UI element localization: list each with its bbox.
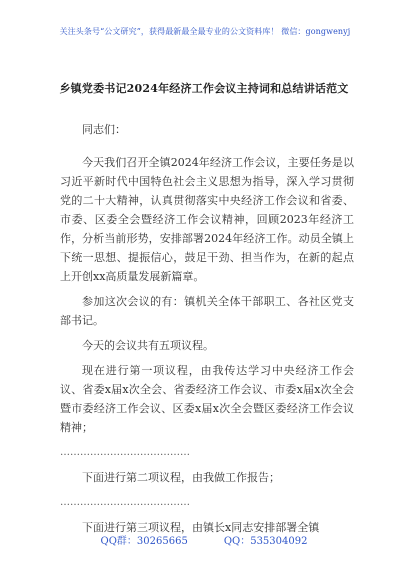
- footer-contacts: [0, 532, 408, 547]
- paragraph-attendees: 参加这次会议的有：镇机关全体干部职工、各社区党支部书记。: [60, 295, 354, 327]
- ellipsis-divider-2: …………………………………: [60, 497, 190, 508]
- paragraph-agenda-1: 现在进行第一项议程，由我传达学习中央经济工作会议、省委x届x次全会、省委经济工作会议、市委x届x次全会暨市委经济工作会议、区委x届x次全会暨区委经济工作会议精神；: [60, 364, 354, 434]
- paragraph-agenda-2: 下面进行第二项议程，由我做工作报告；: [82, 471, 280, 484]
- footer-qq: QQ：535304092: [223, 536, 308, 547]
- paragraph-agenda-count: 今天的会议共有五项议程。: [82, 339, 214, 352]
- header-banner: 关注头条号“公文研究”，获得最新最全最专业的公文资料库！ 微信：gongwenyj: [59, 27, 351, 36]
- paragraph-agenda-3: 下面进行第三项议程，由镇长x同志安排部署全镇: [82, 521, 320, 534]
- document-body: [60, 110, 354, 543]
- paragraph-opening: 今天我们召开全镇2024年经济工作会议，主要任务是以习近平新时代中国特色社会主义思想为指导，深入学习贯彻党的二十大精神，认真贯彻落实中央经济工作会议和省委、市委、区委全会暨经济工作会议精神，回顾2023年经济工作，分析当前形势，安排部署2024年经济工作。动员全镇上下统一思想、提振信心，鼓足干劲、担当作为，在新的起点上开创xx高质量发展新篇章。: [60, 156, 354, 283]
- document-title: 乡镇党委书记2024年经济工作会议主持词和总结讲话范文: [59, 82, 349, 95]
- footer-qq-group: QQ群：30265665: [100, 536, 188, 547]
- salutation: 同志们：: [82, 123, 126, 136]
- ellipsis-divider-1: …………………………………: [60, 447, 190, 458]
